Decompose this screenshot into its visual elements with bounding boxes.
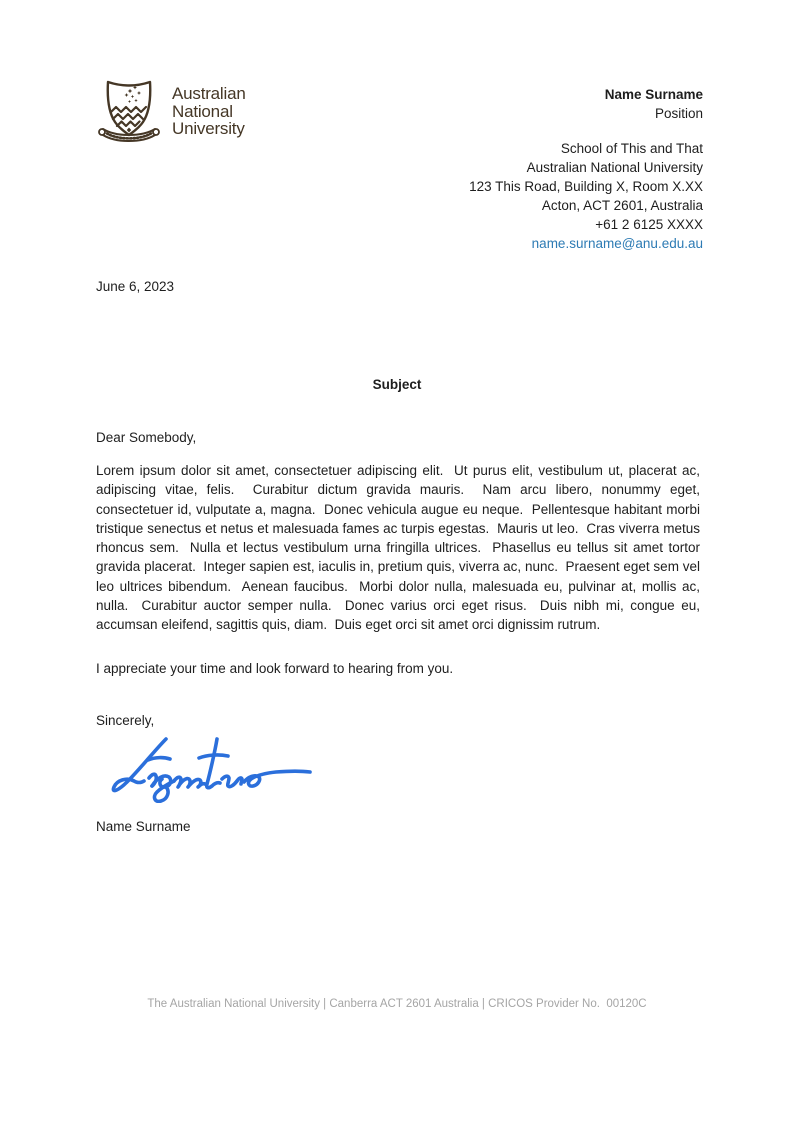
wordmark-line: University xyxy=(172,119,245,138)
anu-wordmark xyxy=(172,85,246,138)
sender-address-line: School of This and That xyxy=(560,141,703,156)
letter-date: June 6, 2023 xyxy=(96,279,175,294)
sender-phone: +61 2 6125 XXXX xyxy=(595,217,703,232)
valediction: Sincerely, xyxy=(96,713,155,728)
wordmark-line: Australian xyxy=(172,84,246,103)
sender-email-link[interactable]: name.surname@anu.edu.au xyxy=(531,236,703,251)
signer-name: Name Surname xyxy=(96,819,191,834)
body-paragraph: Lorem ipsum dolor sit amet, consectetuer adipiscing elit. Ut purus elit, vestibulum ut, placerat ac, adipiscing vitae, felis. Curabitur dictum gravida mauris. Nam arcu libero, nonummy eget, consectetuer id, vulputate a, magna. Donec vehicula augue eu neque. Pellentesque habitant morbi tristique senectus et netus et malesuada fames ac turpis egestas. Mauris ut leo. Cras viverra metus rhoncus sem. Nulla et lectus vestibulum urna fringilla ultrices. Phasellus eu tellus sit amet tortor gravida placerat. Integer sapien est, iaculis in, pretium quis, viverra ac, nunc. Praesent eget sem vel leo ultrices bibendum. Aenean faucibus. Morbi dolor nulla, malesuada eu, pulvinar at, mollis ac, nulla. Curabitur auctor semper nulla. Donec varius orci eget risus. Duis nibh mi, congue eu, accumsan eleifend, sagittis quis, diam. Duis eget orci sit amet orci dignissim rutrum. xyxy=(96,463,704,633)
signature-image xyxy=(103,731,315,803)
sender-address-line: Australian National University xyxy=(526,160,703,175)
sender-contact-block xyxy=(469,85,703,253)
wordmark-line: National xyxy=(172,101,233,121)
spacer xyxy=(469,123,703,139)
closing-line: I appreciate your time and look forward to hearing from you. xyxy=(96,661,454,676)
letter-subject: Subject xyxy=(372,377,422,392)
sender-position: Position xyxy=(654,106,703,121)
page-footer: The Australian National University | Canberra ACT 2601 Australia | CRICOS Provider No. 00120C xyxy=(147,998,647,1010)
sender-name: Name Surname xyxy=(604,87,703,102)
sender-address-line: Acton, ACT 2601, Australia xyxy=(541,198,703,213)
salutation: Dear Somebody, xyxy=(96,430,197,445)
anu-crest-icon xyxy=(96,79,162,145)
sender-address-line: 123 This Road, Building X, Room X.XX xyxy=(469,179,703,194)
